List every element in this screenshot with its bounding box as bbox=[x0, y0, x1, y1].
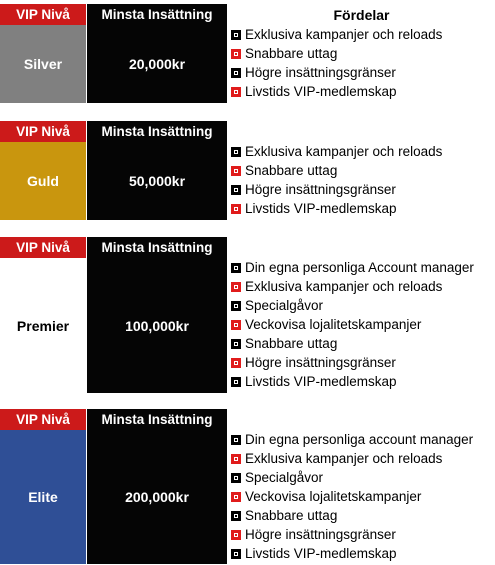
vip-level-header: VIP Nivå bbox=[0, 409, 86, 430]
bullet-icon bbox=[231, 377, 241, 387]
tier-level-name: Guld bbox=[0, 142, 86, 220]
min-deposit-header: Minsta Insättning bbox=[86, 237, 227, 258]
min-deposit-header: Minsta Insättning bbox=[86, 4, 227, 25]
bullet-icon bbox=[231, 185, 241, 195]
benefit-text: Högre insättningsgränser bbox=[245, 65, 396, 80]
benefit-text: Veckovisa lojalitetskampanjer bbox=[245, 489, 422, 504]
tier-min-deposit: 20,000kr bbox=[86, 25, 227, 103]
benefit-item bbox=[231, 258, 474, 277]
benefits-list bbox=[231, 25, 442, 101]
benefit-text: Din egna personliga Account manager bbox=[245, 260, 474, 275]
benefit-text: Högre insättningsgränser bbox=[245, 182, 396, 197]
tier-guld bbox=[0, 121, 495, 221]
bullet-icon bbox=[231, 263, 241, 273]
tier-level-name: Premier bbox=[0, 258, 86, 393]
benefit-text: Snabbare uttag bbox=[245, 336, 338, 351]
benefit-item bbox=[231, 487, 473, 506]
tier-silver bbox=[0, 4, 495, 104]
benefit-text: Högre insättningsgränser bbox=[245, 527, 396, 542]
bullet-icon bbox=[231, 49, 241, 59]
bullet-icon bbox=[231, 204, 241, 214]
benefit-item bbox=[231, 25, 442, 44]
bullet-icon bbox=[231, 511, 241, 521]
benefit-item bbox=[231, 525, 473, 544]
benefit-text: Exklusiva kampanjer och reloads bbox=[245, 451, 443, 466]
benefit-text: Specialgåvor bbox=[245, 298, 324, 313]
benefit-item bbox=[231, 142, 442, 161]
benefit-text: Snabbare uttag bbox=[245, 508, 338, 523]
benefit-item bbox=[231, 44, 442, 63]
benefit-item bbox=[231, 180, 442, 199]
benefit-text: Exklusiva kampanjer och reloads bbox=[245, 279, 443, 294]
benefit-text: Snabbare uttag bbox=[245, 46, 338, 61]
bullet-icon bbox=[231, 166, 241, 176]
benefit-text: Livstids VIP-medlemskap bbox=[245, 201, 397, 216]
benefit-item bbox=[231, 82, 442, 101]
tier-min-deposit: 100,000kr bbox=[86, 258, 227, 393]
tier-min-deposit: 200,000kr bbox=[86, 430, 227, 564]
benefit-text: Specialgåvor bbox=[245, 470, 324, 485]
vip-level-header: VIP Nivå bbox=[0, 4, 86, 25]
benefit-item bbox=[231, 430, 473, 449]
benefit-item bbox=[231, 544, 473, 563]
benefit-text: Veckovisa lojalitetskampanjer bbox=[245, 317, 422, 332]
benefit-text: Högre insättningsgränser bbox=[245, 355, 396, 370]
benefit-text: Snabbare uttag bbox=[245, 163, 338, 178]
bullet-icon bbox=[231, 492, 241, 502]
tier-level-name: Silver bbox=[0, 25, 86, 103]
tier-min-deposit: 50,000kr bbox=[86, 142, 227, 220]
benefits-list bbox=[231, 142, 442, 218]
benefit-text: Livstids VIP-medlemskap bbox=[245, 546, 397, 561]
benefit-item bbox=[231, 296, 474, 315]
bullet-icon bbox=[231, 147, 241, 157]
bullet-icon bbox=[231, 358, 241, 368]
benefit-text: Exklusiva kampanjer och reloads bbox=[245, 27, 443, 42]
bullet-icon bbox=[231, 30, 241, 40]
benefit-text: Livstids VIP-medlemskap bbox=[245, 374, 397, 389]
tier-level-name: Elite bbox=[0, 430, 86, 564]
benefit-item bbox=[231, 199, 442, 218]
vip-level-header: VIP Nivå bbox=[0, 237, 86, 258]
benefit-item bbox=[231, 468, 473, 487]
benefits-list bbox=[231, 258, 474, 391]
benefit-item bbox=[231, 449, 473, 468]
min-deposit-header: Minsta Insättning bbox=[86, 121, 227, 142]
benefit-text: Livstids VIP-medlemskap bbox=[245, 84, 397, 99]
benefits-title: Fördelar bbox=[333, 6, 390, 23]
vip-level-header: VIP Nivå bbox=[0, 121, 86, 142]
bullet-icon bbox=[231, 530, 241, 540]
benefit-item bbox=[231, 372, 474, 391]
benefit-item bbox=[231, 161, 442, 180]
benefits-list bbox=[231, 430, 473, 563]
benefit-item bbox=[231, 315, 474, 334]
bullet-icon bbox=[231, 87, 241, 97]
min-deposit-header: Minsta Insättning bbox=[86, 409, 227, 430]
benefit-item bbox=[231, 506, 473, 525]
bullet-icon bbox=[231, 68, 241, 78]
benefit-item bbox=[231, 63, 442, 82]
bullet-icon bbox=[231, 454, 241, 464]
benefit-item bbox=[231, 334, 474, 353]
benefit-text: Exklusiva kampanjer och reloads bbox=[245, 144, 443, 159]
bullet-icon bbox=[231, 301, 241, 311]
benefit-item bbox=[231, 277, 474, 296]
bullet-icon bbox=[231, 473, 241, 483]
bullet-icon bbox=[231, 320, 241, 330]
benefit-item bbox=[231, 353, 474, 372]
bullet-icon bbox=[231, 435, 241, 445]
bullet-icon bbox=[231, 549, 241, 559]
benefit-text: Din egna personliga account manager bbox=[245, 432, 474, 447]
tier-elite bbox=[0, 409, 495, 565]
tier-premier bbox=[0, 237, 495, 395]
bullet-icon bbox=[231, 282, 241, 292]
bullet-icon bbox=[231, 339, 241, 349]
